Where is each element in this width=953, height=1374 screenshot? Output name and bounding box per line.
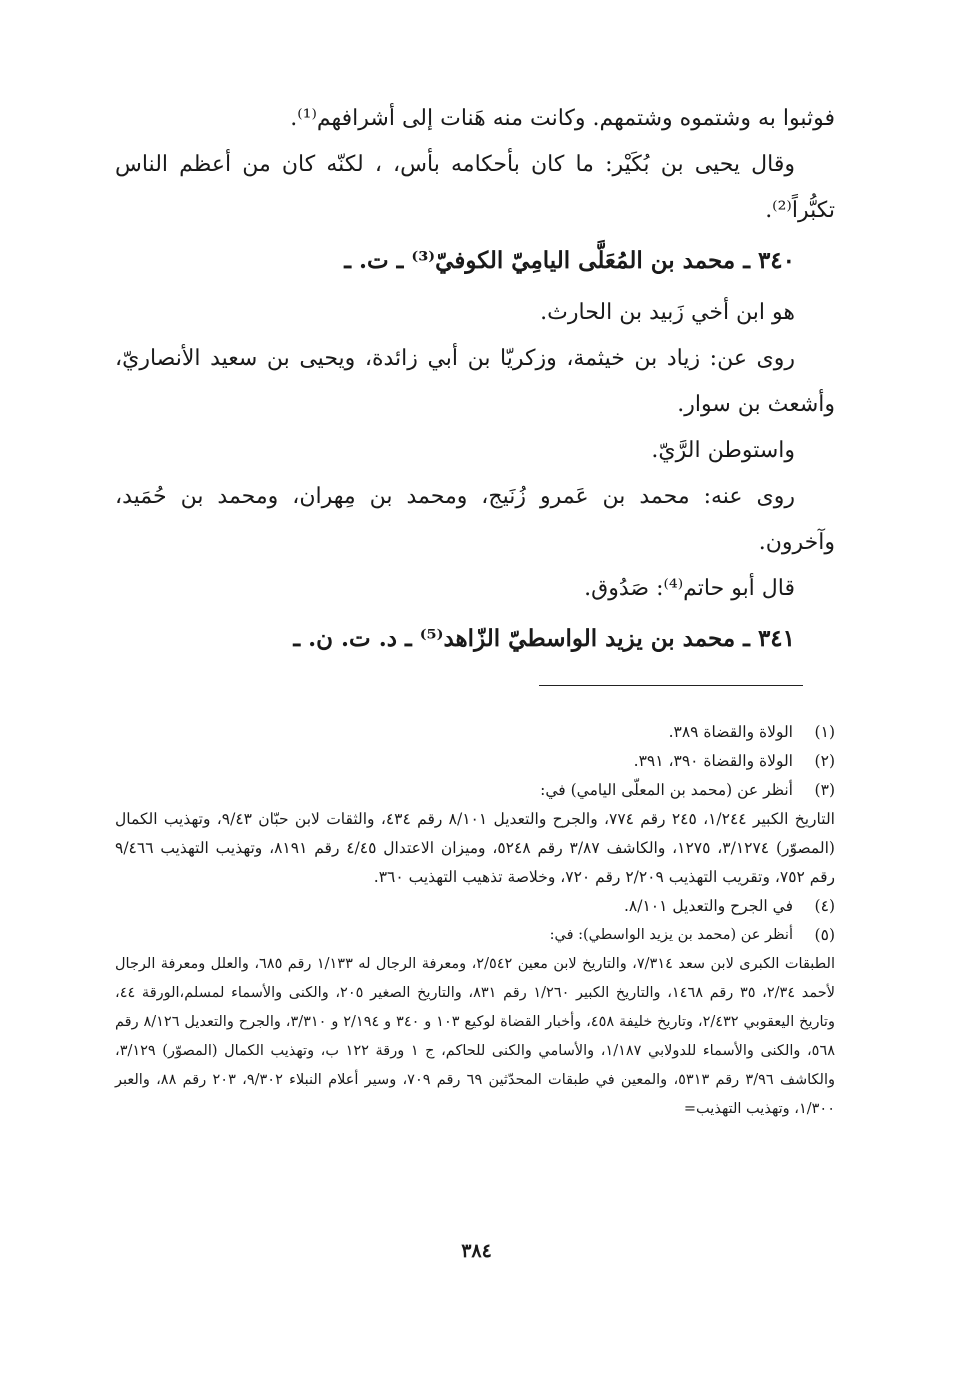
paragraph: قال أبو حاتم⁽⁴⁾: صَدُوق. — [584, 576, 795, 601]
paragraph: روى عن: زياد بن خيثمة، وزكريّا بن أبي زائدة، ويحيى بن سعيد الأنصاريّ، وأشعث بن سوار. — [115, 346, 835, 417]
footnote-text: في الجرح والتعديل ٨/١٠١. — [623, 897, 793, 915]
footnote — [115, 718, 835, 747]
footnote-number: (٣) — [814, 781, 835, 799]
footnote — [115, 921, 835, 950]
paragraph: فوثبوا به وشتموه وشتمهم. وكانت منه هَنات إلى أشرافهم⁽¹⁾. — [290, 106, 835, 131]
footnote-number: (٤) — [814, 897, 835, 915]
page-number: ٣٨٤ — [461, 1240, 492, 1262]
footnote-references: الطبقات الكبرى لابن سعد ٧/٣١٤، والتاريخ لابن معين ٢/٥٤٢، ومعرفة الرجال له ١/١٣٣ رقم ٦٨٥، والعلل ومعرفة الرجال لأحمد ٢/٣٤، ٣٥ رقم ١٤٦٨، والتاريخ الكبير ١/٢٦٠ رقم ٨٣١، والتاريخ الصغير ٢٠٥، والكنى والأسماء لمسلم،الورقة ٤٤، وتاريخ اليعقوبي ٢/٤٣٢، وتاريخ خليفة ٤٥٨، وأخبار القضاة لوكيع ١٠٣ و ٣٤٠ و ٢/١٩٤ و ٣/٣١٠، والجرح والتعديل ٨/١٢٦ رقم ٥٦٨، والكنى والأسماء للدولابي ١/١٨٧، والأسامي والكنى للحاكم، ج ١ ورقة ١٢٢ ب، وتهذيب الكمال (المصوّر) ٣/١٢٩، والكاشف ٣/٩٦ رقم ٥٣١٣، والمعين في طبقات المحدّثين ٦٩ رقم ٧٠٩، وسير أعلام النبلاء ٩/٣٠٢، ٢٠٣ رقم ٨٨، والعبر ١/٣٠٠، وتهذيب التهذيب= — [115, 956, 836, 1117]
main-text — [115, 96, 835, 668]
footnote-text: أنظر عن (محمد بن يزيد الواسطي): في: — [549, 927, 793, 943]
footnote-divider — [539, 685, 803, 686]
paragraph: هو ابن أخي زَبيد بن الحارث. — [540, 300, 795, 325]
footnote-number: (١) — [814, 723, 835, 741]
entry-heading-340: ٣٤٠ ـ محمد بن المُعَلَّى اليامِيّ الكوفيّ⁽³⁾ ـ ت. ـ — [344, 247, 795, 274]
footnotes — [115, 718, 835, 1124]
entry-heading-341: ٣٤١ ـ محمد بن يزيد الواسطيّ الزّاهد⁽⁵⁾ ـ د. ت. ن. ـ — [293, 625, 795, 652]
footnote-references: التاريخ الكبير ١/٢٤٤، ٢٤٥ رقم ٧٧٤، والجرح والتعديل ٨/١٠١ رقم ٤٣٤، والثقات لابن حبّان ٩/٤٣، وتهذيب الكمال (المصوّر) ٣/١٢٧٤، ١٢٧٥، والكاشف ٣/٨٧ رقم ٥٢٤٨، وميزان الاعتدال ٤/٤٥ رقم ٨١٩١، وتهذيب التهذيب ٩/٤٦٦ رقم ٧٥٢، وتقريب التهذيب ٢/٢٠٩ رقم ٧٢٠، وخلاصة تذهيب التهذيب ٣٦٠. — [115, 810, 835, 886]
footnote-text: الولاة والقضاة ٣٩٠، ٣٩١. — [633, 752, 793, 770]
footnote-text: أنظر عن (محمد بن المعلّى اليامي) في: — [540, 781, 793, 799]
paragraph: واستوطن الرَّيّ. — [651, 438, 795, 463]
footnote-number: (٢) — [814, 752, 835, 770]
footnote-text: الولاة والقضاة ٣٨٩. — [668, 723, 793, 741]
paragraph: وقال يحيى بن بُكَيْر: ما كان بأحكامه بأس، ، لكنّه كان من أعظم الناس تكبُّراً⁽²⁾. — [115, 152, 835, 223]
paragraph: روى عنه: محمد بن عَمرو زُنَيج، ومحمد بن مِهران، ومحمد بن حُمَيد، وآخرون. — [115, 484, 835, 555]
footnote-number: (٥) — [814, 926, 835, 944]
footnote — [115, 747, 835, 776]
footnote — [115, 892, 835, 921]
footnote — [115, 776, 835, 805]
